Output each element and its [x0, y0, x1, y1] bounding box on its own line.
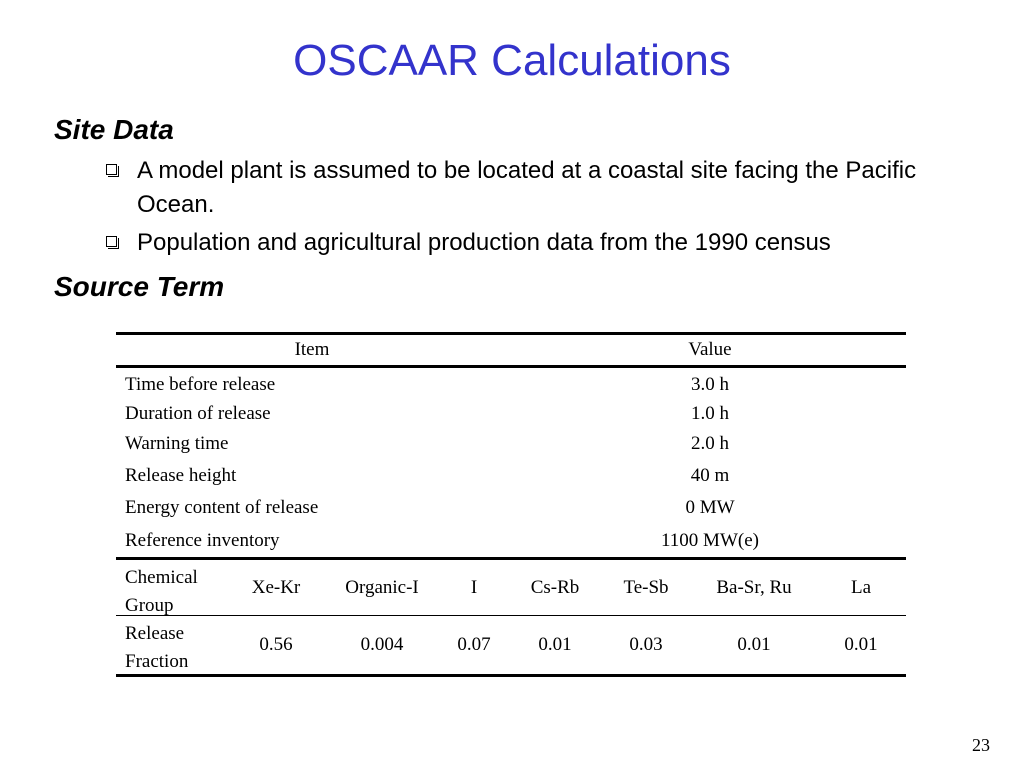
fraction-cell: 0.01 — [538, 634, 572, 655]
row-item: Energy content of release — [125, 497, 319, 518]
group-cell: I — [470, 577, 478, 598]
table-row — [116, 370, 906, 399]
fraction-cell: 0.07 — [457, 634, 491, 655]
row-item: Reference inventory — [125, 530, 280, 551]
release-fraction-label — [125, 620, 188, 676]
slide-title: OSCAAR Calculations — [293, 36, 731, 85]
chemical-group-row — [116, 560, 906, 615]
label-line: Chemical — [125, 567, 198, 588]
bullet-item — [106, 226, 986, 260]
row-item: Release height — [125, 465, 237, 486]
bullet-text: A model plant is assumed to be located at a coastal site facing the Pacific Ocean. — [137, 157, 917, 218]
header-item: Item — [294, 339, 330, 360]
row-value: 40 m — [690, 465, 730, 486]
checkbox-bullet-icon — [106, 164, 117, 175]
fraction-cell: 0.004 — [360, 634, 404, 655]
table-header-row — [116, 335, 906, 365]
label-line: Group — [125, 595, 174, 616]
row-item: Duration of release — [125, 403, 271, 424]
label-line: Fraction — [125, 651, 189, 672]
table-row — [116, 492, 906, 524]
table-row — [116, 460, 906, 492]
release-fraction-row — [116, 616, 906, 674]
fraction-cell: 0.01 — [737, 634, 771, 655]
site-data-heading: Site Data — [54, 114, 174, 145]
table-row — [116, 428, 906, 460]
fraction-cell: 0.56 — [259, 634, 293, 655]
group-cell: La — [850, 577, 872, 598]
group-cell: Xe-Kr — [251, 577, 301, 598]
source-term-table — [116, 332, 906, 677]
table-bottom-rule — [116, 674, 906, 677]
row-value: 0 MW — [685, 497, 735, 518]
group-cell: Te-Sb — [623, 577, 669, 598]
bullet-item — [106, 154, 986, 222]
fraction-cell: 0.01 — [844, 634, 878, 655]
row-item: Time before release — [125, 374, 276, 395]
row-value: 1100 MW(e) — [661, 530, 759, 551]
page-number: 23 — [972, 735, 990, 755]
checkbox-bullet-icon — [106, 236, 117, 247]
row-value: 2.0 h — [691, 433, 729, 454]
group-cell: Organic-I — [345, 577, 419, 598]
table-row — [116, 399, 906, 428]
source-term-heading: Source Term — [54, 271, 225, 302]
group-cell: Ba-Sr, Ru — [716, 577, 792, 598]
fraction-cell: 0.03 — [629, 634, 663, 655]
bullet-text: Population and agricultural production data from the 1990 census — [137, 229, 831, 256]
chemical-group-label — [125, 564, 198, 620]
table-row — [116, 524, 906, 557]
row-item: Warning time — [125, 433, 229, 454]
group-cell: Cs-Rb — [530, 577, 580, 598]
row-value: 1.0 h — [691, 403, 729, 424]
header-value: Value — [688, 339, 732, 360]
label-line: Release — [125, 623, 185, 644]
row-value: 3.0 h — [691, 374, 729, 395]
